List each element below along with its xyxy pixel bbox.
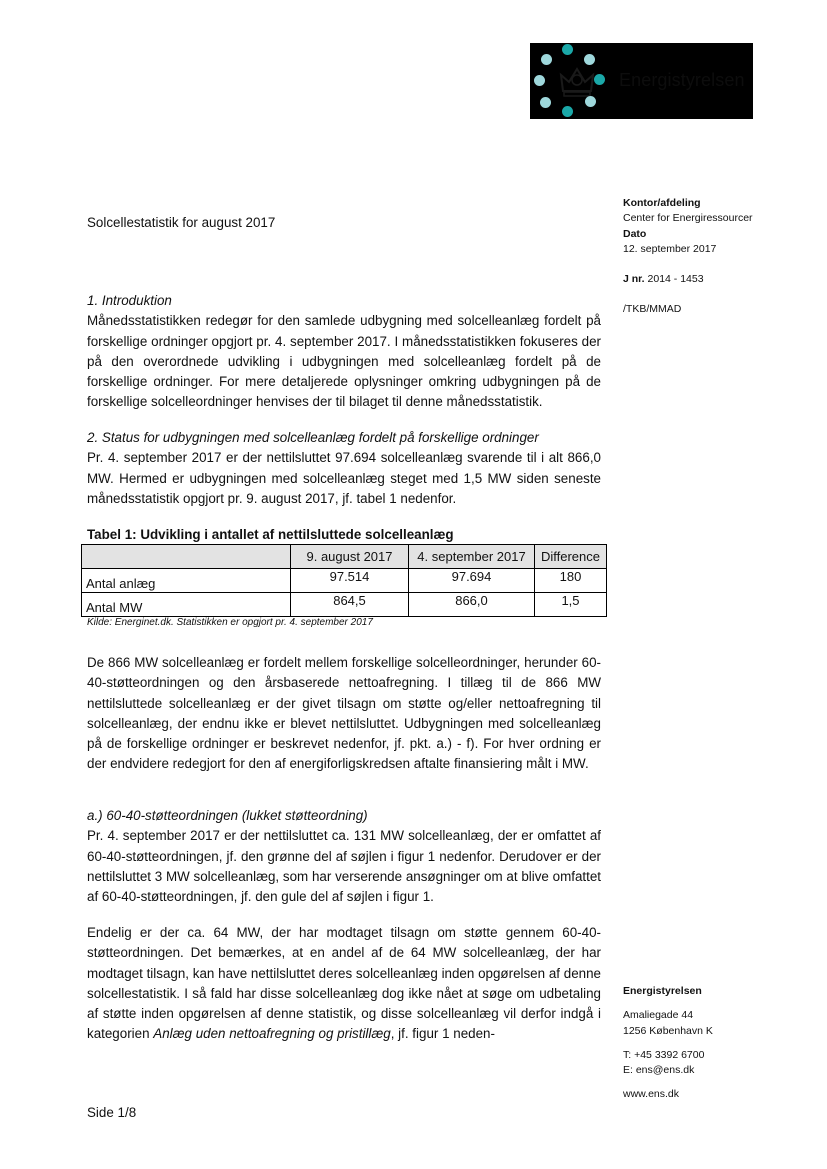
data-table	[81, 544, 607, 617]
category-name: Anlæg uden nettoafregning og pristillæg	[153, 1026, 391, 1042]
phone: T: +45 3392 6700	[623, 1048, 705, 1061]
energistyrelsen-logo	[530, 43, 753, 119]
document-title: Solcellestatistik for august 2017	[87, 215, 276, 230]
table-row	[82, 569, 607, 593]
table-row	[82, 593, 607, 617]
section-a-continued	[87, 923, 601, 1045]
logo-dot	[584, 54, 595, 65]
table-header-cell: 4. september 2017	[409, 545, 535, 569]
table-cell: 866,0	[409, 593, 535, 617]
sidebar-contact	[623, 984, 713, 1103]
section-heading: a.) 60-40-støtteordningen (lukket støtteordning)	[87, 808, 368, 823]
logo-dot	[534, 75, 545, 86]
table-header-cell: Difference	[535, 545, 607, 569]
paragraph-text: , jf. figur 1 neden-	[390, 1026, 495, 1042]
section-distribution	[87, 653, 601, 775]
sidebar-meta	[623, 196, 753, 257]
paragraph: Månedsstatistikken redegør for den samlede udbygning med solcelleanlæg fordelt på forskellige ordninger opgjort pr. 4. september 2017. I månedsstatistikken fokuseres der på den overordnede udvikling i udbygningen med solcelleanlæg fordelt på de forskellige ordninger. For mere detaljerede oplysninger omkring udbygningen på de forskellige solcelleordninger henvises der til bilaget til denne månedsstatistik.	[87, 313, 601, 410]
website-link[interactable]: www.ens.dk	[623, 1088, 680, 1101]
table-cell: 864,5	[291, 593, 409, 617]
paragraph	[87, 923, 601, 1045]
table-cell: Antal MW	[82, 593, 291, 617]
table-cell: 97.514	[291, 569, 409, 593]
paragraph-text: Endelig er der ca. 64 MW, der har modtaget tilsagn om støtte gennem 60-40-støtteordningen. Det bemærkes, at en andel af de 64 MW solcelleanlæg, der har modtaget tilsagn, kan have nettilsluttet deres solcelleanlæg inden opgørelsen af denne solcellestatistik. I så fald har disse solcelleanlæg dog ikke nået at søge om udbetaling af støtte inden opgørelsen af denne statistik, og disse solcelleanlæg vil derfor indgå i kategorien	[87, 925, 601, 1042]
logo-dot	[562, 106, 573, 117]
table-source-note: Kilde: Energinet.dk. Statistikken er opgjort pr. 4. september 2017	[87, 617, 373, 628]
date-label: Dato	[623, 227, 647, 240]
section-a	[87, 806, 601, 907]
logo-dot	[541, 54, 552, 65]
office-value: Center for Energiressourcer	[623, 212, 753, 225]
table-cell: Antal anlæg	[82, 569, 291, 593]
table-title: Tabel 1: Udvikling i antallet af nettilsluttede solcelleanlæg	[87, 527, 454, 542]
table-header-row	[82, 545, 607, 569]
office-label: Kontor/afdeling	[623, 197, 701, 209]
section-heading: 2. Status for udbygningen med solcelleanlæg fordelt på forskellige ordninger	[87, 430, 539, 445]
table-cell: 97.694	[409, 569, 535, 593]
journal-number	[623, 272, 704, 287]
table-cell: 1,5	[535, 593, 607, 617]
address-line2: 1256 København K	[623, 1024, 713, 1037]
paragraph: Pr. 4. september 2017 er der nettilsluttet ca. 131 MW solcelleanlæg, der er omfattet af 60-40-støtteordningen, jf. den grønne del af søjlen i figur 1 nedenfor. Derudover er der nettilsluttet 3 MW solcelleanlæg, som har verserende ansøgninger om at blive omfattet af 60-40-støtteordningen, jf. den gule del af søjlen i figur 1.	[87, 828, 601, 905]
jnr-value: 2014 - 1453	[647, 273, 704, 285]
logo-dot	[540, 97, 551, 108]
table-cell: 180	[535, 569, 607, 593]
logo-text: Energistyrelsen	[619, 70, 745, 90]
date-value: 12. september 2017	[623, 242, 717, 255]
paragraph: Pr. 4. september 2017 er der nettilsluttet 97.694 solcelleanlæg svarende til i alt 866,0 MW. Hermed er udbygningen med solcelleanlæg steget med 1,5 MW siden seneste månedsstatistik opgjort pr. 9. august 2017, jf. tabel 1 nedenfor.	[87, 450, 601, 506]
section-heading: 1. Introduktion	[87, 293, 172, 308]
crown-icon	[558, 63, 596, 99]
logo-dot	[594, 74, 605, 85]
address-line1: Amaliegade 44	[623, 1009, 694, 1022]
section-introduction	[87, 291, 601, 413]
email: E: ens@ens.dk	[623, 1064, 695, 1077]
logo-dot	[562, 44, 573, 55]
section-status	[87, 428, 601, 509]
initials: /TKB/MMAD	[623, 303, 682, 315]
logo-dot	[585, 96, 596, 107]
paragraph: De 866 MW solcelleanlæg er fordelt mellem forskellige solcelleordninger, herunder 60-40-støtteordningen og den årsbaserede nettoafregning. I tillæg til de 866 MW nettilsluttede solcelleanlæg er der givet tilsagn om støtte og/eller nettoafregning til solcelleanlæg, der endnu ikke er blevet nettilsluttet. Udbygningen med solcelleanlæg på de forskellige ordninger er beskrevet nedenfor, jf. pkt. a.) - f). For hver ordning er der endvidere redegjort for den af energiforligskredsen aftalte finansiering målt i MW.	[87, 655, 601, 772]
page-number: Side 1/8	[87, 1105, 137, 1120]
table-header-cell	[82, 545, 291, 569]
org-name: Energistyrelsen	[623, 985, 702, 997]
jnr-label: J nr.	[623, 273, 645, 285]
table-header-cell: 9. august 2017	[291, 545, 409, 569]
